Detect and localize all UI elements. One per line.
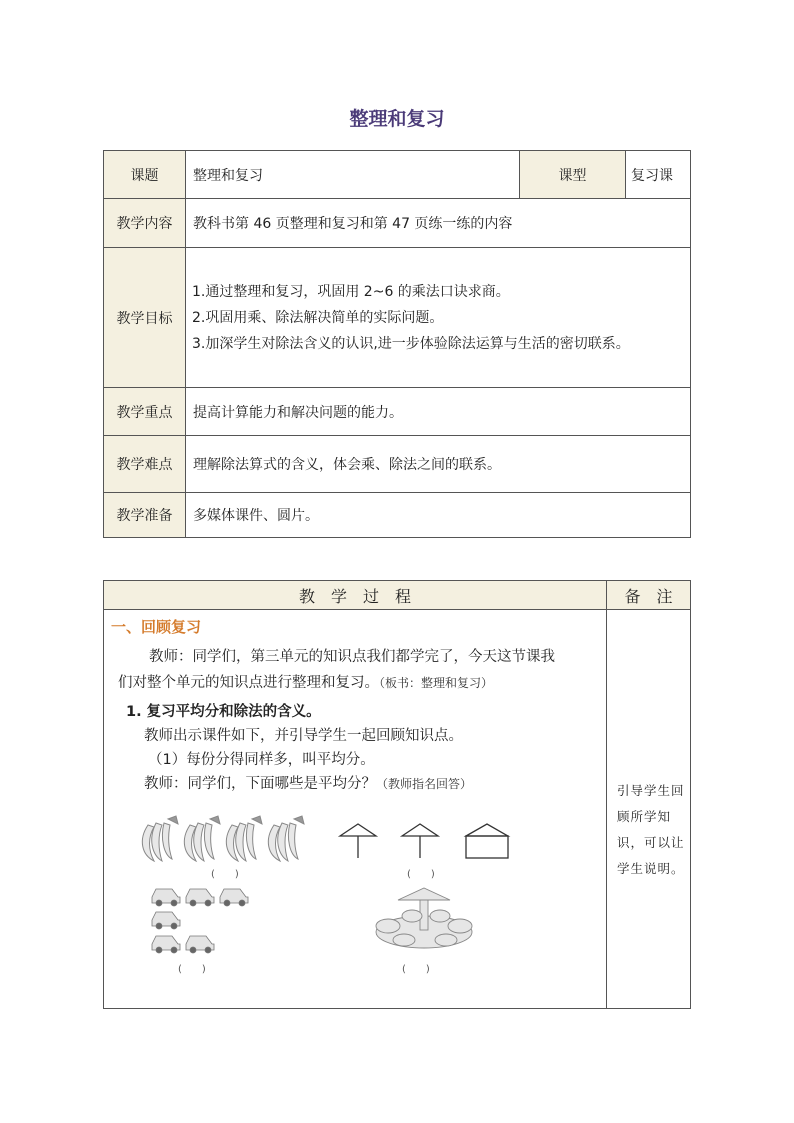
section-heading: 一、回顾复习: [111, 618, 202, 636]
process-header: 教 学 过 程: [104, 581, 607, 610]
key-label: 教学重点: [104, 388, 186, 436]
note-text: 引导学生回顾所学知识，可以让学生说明。: [617, 783, 685, 876]
process-body: [104, 610, 607, 1009]
goal-label: 教学目标: [104, 248, 186, 388]
lesson-info-table: [103, 150, 691, 538]
teaching-process-table: [103, 580, 691, 1009]
review-item-1: 1. 复习平均分和除法的含义。: [126, 704, 321, 720]
question-line: [144, 772, 472, 793]
answer-paren-shapes: ( ): [407, 869, 435, 880]
teacher-intro-line2: [118, 671, 493, 692]
teacher-intro-text: 们对整个单元的知识点进行整理和复习。: [118, 675, 379, 691]
answer-paren-carousel: ( ): [402, 964, 430, 975]
note-header: 备 注: [607, 581, 691, 610]
banana-bunches-image: [138, 815, 308, 867]
note-cell: [607, 610, 691, 1009]
difficulty-label: 教学难点: [104, 436, 186, 493]
definition-line: （1）每份分得同样多，叫平均分。: [148, 752, 375, 768]
topic-label: 课题: [104, 151, 186, 199]
answer-paren-bananas: ( ): [211, 869, 239, 880]
page-title: 整理和复习: [349, 108, 445, 130]
prep-value: 多媒体课件、圆片。: [186, 493, 691, 538]
goal-line-3: 3.加深学生对除法含义的认识,进一步体验除法运算与生活的密切联系。: [192, 335, 630, 352]
topic-value: 整理和复习: [186, 151, 520, 199]
goal-line-1: 1.通过整理和复习，巩固用 2~6 的乘法口诀求商。: [192, 283, 510, 300]
teacher-intro-line1: 教师：同学们，第三单元的知识点我们都学完了，今天这节课我: [149, 649, 555, 665]
answer-paren-cars: ( ): [178, 964, 206, 975]
show-courseware-line: 教师出示课件如下，并引导学生一起回顾知识点。: [144, 728, 463, 744]
question-text: 教师：同学们，下面哪些是平均分？: [144, 776, 376, 792]
type-label: 课型: [520, 151, 626, 199]
content-value: 教科书第 46 页整理和复习和第 47 页练一练的内容: [186, 199, 691, 248]
board-note: （板书：整理和复习）: [379, 676, 494, 690]
type-value: 复习课: [626, 151, 691, 199]
difficulty-value: 理解除法算式的含义，体会乘、除法之间的联系。: [186, 436, 691, 493]
prep-label: 教学准备: [104, 493, 186, 538]
question-note: （教师指名回答）: [376, 777, 473, 791]
content-label: 教学内容: [104, 199, 186, 248]
carousel-image: [368, 886, 480, 958]
goal-value: [186, 248, 691, 388]
stick-shapes-image: [336, 822, 516, 862]
toy-cars-image: [150, 885, 260, 955]
key-value: 提高计算能力和解决问题的能力。: [186, 388, 691, 436]
goal-line-2: 2.巩固用乘、除法解决简单的实际问题。: [192, 309, 444, 326]
